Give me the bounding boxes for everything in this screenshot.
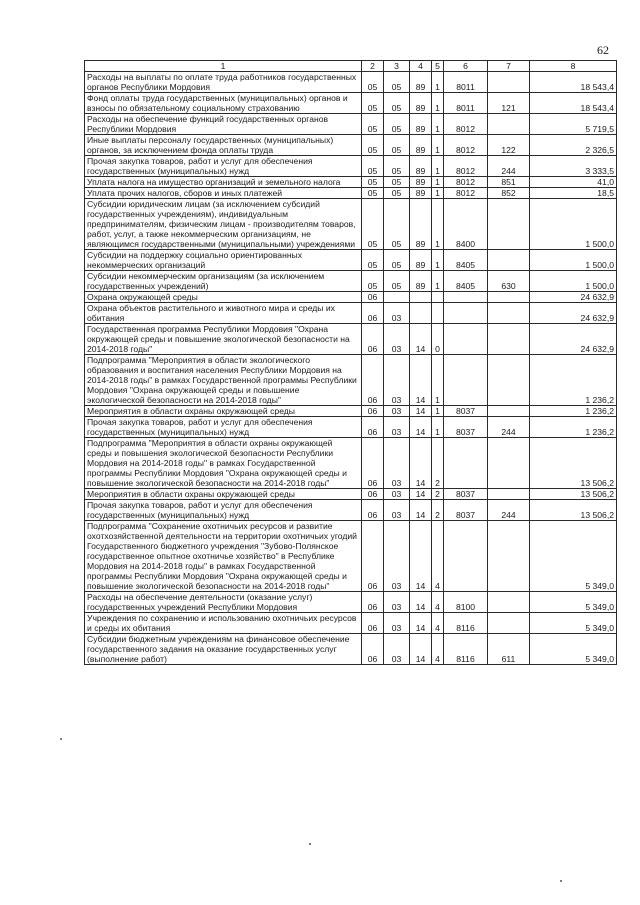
cell-target-code <box>444 292 488 303</box>
cell-amount: 1 236,2 <box>530 406 617 417</box>
cell-subprogram: 4 <box>432 613 444 634</box>
cell-subsection: 05 <box>384 177 410 188</box>
cell-name: Расходы на обеспечение функций государственных органов Республики Мордовия <box>85 114 362 135</box>
cell-amount: 1 236,2 <box>530 417 617 438</box>
cell-target-code: 8037 <box>444 417 488 438</box>
cell-subprogram: 4 <box>432 592 444 613</box>
cell-subsection: 05 <box>384 188 410 199</box>
cell-section: 06 <box>362 303 384 324</box>
cell-expense-type <box>488 521 530 592</box>
cell-expense-type: 852 <box>488 188 530 199</box>
table-row <box>85 406 617 417</box>
cell-program: 89 <box>410 156 432 177</box>
cell-amount: 1 236,2 <box>530 355 617 406</box>
cell-subsection: 05 <box>384 199 410 250</box>
cell-name: Подпрограмма "Мероприятия в области экологического образования и воспитания населения Республики Мордовия на 2014-2018 годы" в рамках Государственной программы Республики Мордовия "Охрана окружающей среды и повышение экологической безопасности на 2014-2018 годы" <box>85 355 362 406</box>
cell-name: Прочая закупка товаров, работ и услуг для обеспечения государственных (муниципальных) нужд <box>85 156 362 177</box>
cell-name: Охрана объектов растительного и животного мира и среды их обитания <box>85 303 362 324</box>
cell-name: Прочая закупка товаров, работ и услуг для обеспечения государственных (муниципальных) нужд <box>85 417 362 438</box>
cell-target-code <box>444 521 488 592</box>
cell-name: Субсидии на поддержку социально ориентированных некоммерческих организаций <box>85 250 362 271</box>
cell-target-code: 8012 <box>444 177 488 188</box>
cell-subprogram <box>432 292 444 303</box>
cell-section: 06 <box>362 634 384 665</box>
cell-program: 14 <box>410 521 432 592</box>
table-row <box>85 592 617 613</box>
cell-subsection: 05 <box>384 156 410 177</box>
table-row <box>85 438 617 489</box>
cell-amount: 5 349,0 <box>530 613 617 634</box>
cell-expense-type: 611 <box>488 634 530 665</box>
cell-name: Мероприятия в области охраны окружающей среды <box>85 406 362 417</box>
cell-program: 14 <box>410 500 432 521</box>
cell-section: 05 <box>362 114 384 135</box>
cell-name: Расходы на выплаты по оплате труда работников государственных органов Республики Мордовия <box>85 72 362 93</box>
cell-program: 89 <box>410 72 432 93</box>
cell-subsection: 03 <box>384 406 410 417</box>
cell-expense-type: 630 <box>488 271 530 292</box>
cell-expense-type: 121 <box>488 93 530 114</box>
cell-name: Уплата налога на имущество организаций и земельного налога <box>85 177 362 188</box>
cell-name: Иные выплаты персоналу государственных (муниципальных) органов, за исключением фонда оплаты труда <box>85 135 362 156</box>
cell-section: 06 <box>362 613 384 634</box>
cell-section: 05 <box>362 135 384 156</box>
table-row <box>85 250 617 271</box>
cell-subsection: 03 <box>384 500 410 521</box>
table-row <box>85 324 617 355</box>
cell-subsection: 03 <box>384 303 410 324</box>
cell-amount: 18 543,4 <box>530 93 617 114</box>
cell-program: 89 <box>410 114 432 135</box>
cell-expense-type <box>488 406 530 417</box>
cell-expense-type <box>488 292 530 303</box>
cell-section: 05 <box>362 156 384 177</box>
cell-name: Прочая закупка товаров, работ и услуг для обеспечения государственных (муниципальных) нужд <box>85 500 362 521</box>
cell-section: 06 <box>362 417 384 438</box>
cell-subsection: 03 <box>384 613 410 634</box>
cell-expense-type <box>488 250 530 271</box>
cell-amount: 5 349,0 <box>530 634 617 665</box>
cell-section: 06 <box>362 355 384 406</box>
cell-subprogram: 1 <box>432 250 444 271</box>
cell-subsection: 03 <box>384 634 410 665</box>
cell-expense-type <box>488 592 530 613</box>
table-row <box>85 500 617 521</box>
column-header: 3 <box>384 61 410 72</box>
cell-amount: 24 632,9 <box>530 303 617 324</box>
table-row <box>85 303 617 324</box>
column-header: 1 <box>85 61 362 72</box>
cell-section: 06 <box>362 500 384 521</box>
cell-section: 05 <box>362 72 384 93</box>
cell-target-code: 8405 <box>444 250 488 271</box>
cell-name: Подпрограмма "Сохранение охотничьих ресурсов и развитие охотхозяйственной деятельности на территории охотничьих угодий Государственного бюджетного учреждения "Зубово-Полянское государственное опытное охотничье хозяйство" в Республике Мордовия на 2014-2018 годы" в рамках Государственной программы Республики Мордовия "Охрана окружающей среды и повышение экологической безопасности на 2014-2018 годы" <box>85 521 362 592</box>
table-row <box>85 156 617 177</box>
table-row <box>85 417 617 438</box>
cell-program: 14 <box>410 613 432 634</box>
cell-subprogram: 4 <box>432 521 444 592</box>
cell-program: 14 <box>410 634 432 665</box>
cell-amount: 5 349,0 <box>530 521 617 592</box>
cell-amount: 2 326,5 <box>530 135 617 156</box>
scan-speck <box>560 880 562 882</box>
cell-subsection: 03 <box>384 489 410 500</box>
cell-program: 14 <box>410 324 432 355</box>
cell-name: Учреждения по сохранению и использованию охотничьих ресурсов и среды их обитания <box>85 613 362 634</box>
cell-program: 89 <box>410 199 432 250</box>
cell-subprogram: 2 <box>432 489 444 500</box>
cell-amount: 1 500,0 <box>530 199 617 250</box>
cell-name: Мероприятия в области охраны окружающей среды <box>85 489 362 500</box>
cell-target-code: 8011 <box>444 93 488 114</box>
cell-program: 89 <box>410 135 432 156</box>
cell-section: 05 <box>362 93 384 114</box>
table-row <box>85 355 617 406</box>
cell-program: 14 <box>410 417 432 438</box>
column-header: 6 <box>444 61 488 72</box>
cell-target-code: 8037 <box>444 500 488 521</box>
cell-section: 06 <box>362 521 384 592</box>
cell-target-code: 8012 <box>444 188 488 199</box>
cell-name: Уплата прочих налогов, сборов и иных платежей <box>85 188 362 199</box>
cell-subprogram: 1 <box>432 135 444 156</box>
table-row <box>85 613 617 634</box>
cell-program: 89 <box>410 93 432 114</box>
cell-section: 06 <box>362 592 384 613</box>
table-header-row <box>85 61 617 72</box>
cell-expense-type <box>488 199 530 250</box>
cell-amount: 18,5 <box>530 188 617 199</box>
cell-expense-type <box>488 72 530 93</box>
cell-amount: 13 506,2 <box>530 489 617 500</box>
cell-amount: 5 719,5 <box>530 114 617 135</box>
cell-subprogram: 1 <box>432 271 444 292</box>
column-header: 5 <box>432 61 444 72</box>
table-row <box>85 489 617 500</box>
cell-amount: 41,0 <box>530 177 617 188</box>
cell-expense-type <box>488 355 530 406</box>
table-row <box>85 72 617 93</box>
cell-amount: 13 506,2 <box>530 500 617 521</box>
cell-target-code: 8116 <box>444 613 488 634</box>
table-row <box>85 634 617 665</box>
cell-program: 89 <box>410 271 432 292</box>
table-row <box>85 199 617 250</box>
cell-expense-type <box>488 489 530 500</box>
cell-subsection: 05 <box>384 72 410 93</box>
cell-subsection: 05 <box>384 135 410 156</box>
cell-target-code: 8012 <box>444 114 488 135</box>
cell-expense-type <box>488 613 530 634</box>
cell-target-code: 8037 <box>444 489 488 500</box>
column-header: 8 <box>530 61 617 72</box>
cell-subsection: 03 <box>384 355 410 406</box>
cell-name: Субсидии бюджетным учреждениям на финансовое обеспечение государственного задания на оказание государственных услуг (выполнение работ) <box>85 634 362 665</box>
cell-subsection: 05 <box>384 93 410 114</box>
cell-section: 06 <box>362 489 384 500</box>
cell-amount: 24 632,9 <box>530 324 617 355</box>
cell-name: Субсидии некоммерческим организациям (за исключением государственных учреждений) <box>85 271 362 292</box>
cell-amount: 1 500,0 <box>530 250 617 271</box>
budget-table <box>84 60 617 665</box>
cell-target-code: 8012 <box>444 135 488 156</box>
table-row <box>85 114 617 135</box>
cell-subprogram: 1 <box>432 355 444 406</box>
cell-amount: 3 333,5 <box>530 156 617 177</box>
cell-subprogram: 1 <box>432 177 444 188</box>
scan-speck <box>309 843 311 845</box>
cell-target-code: 8012 <box>444 156 488 177</box>
column-header: 4 <box>410 61 432 72</box>
cell-name: Расходы на обеспечение деятельности (оказание услуг) государственных учреждений Республики Мордовия <box>85 592 362 613</box>
cell-target-code: 8400 <box>444 199 488 250</box>
cell-subprogram: 1 <box>432 156 444 177</box>
cell-amount: 1 500,0 <box>530 271 617 292</box>
cell-section: 05 <box>362 271 384 292</box>
cell-name: Фонд оплаты труда государственных (муниципальных) органов и взносы по обязательному социальному страхованию <box>85 93 362 114</box>
cell-expense-type: 122 <box>488 135 530 156</box>
cell-subprogram: 0 <box>432 324 444 355</box>
cell-section: 05 <box>362 199 384 250</box>
cell-subsection: 03 <box>384 417 410 438</box>
cell-subprogram: 2 <box>432 438 444 489</box>
cell-expense-type <box>488 438 530 489</box>
cell-amount: 13 506,2 <box>530 438 617 489</box>
cell-target-code: 8011 <box>444 72 488 93</box>
cell-expense-type <box>488 114 530 135</box>
table-row <box>85 271 617 292</box>
table-row <box>85 93 617 114</box>
cell-section: 06 <box>362 438 384 489</box>
table-row <box>85 292 617 303</box>
cell-subprogram: 1 <box>432 93 444 114</box>
cell-program <box>410 292 432 303</box>
cell-name: Подпрограмма "Мероприятия в области охраны окружающей среды и повышения экологической безопасности Республики Мордовия на 2014-2018 годы" в рамках Государственной программы Республики Мордовия "Охрана окружающей среды и повышение экологической безопасности на 2014-2018 годы" <box>85 438 362 489</box>
cell-target-code: 8405 <box>444 271 488 292</box>
cell-section: 06 <box>362 292 384 303</box>
cell-subprogram: 1 <box>432 417 444 438</box>
cell-name: Охрана окружающей среды <box>85 292 362 303</box>
cell-subprogram: 1 <box>432 188 444 199</box>
cell-subsection: 03 <box>384 521 410 592</box>
cell-subsection: 05 <box>384 250 410 271</box>
column-header: 2 <box>362 61 384 72</box>
cell-expense-type: 244 <box>488 417 530 438</box>
cell-name: Субсидии юридическим лицам (за исключением субсидий государственных учреждениям), индивидуальным предпринимателям, физическим лицам - производителям товаров, работ, услуг, а также некоммерческим организациям, не являющимся государственными (муниципальными) учреждениями <box>85 199 362 250</box>
cell-amount: 18 543,4 <box>530 72 617 93</box>
cell-program: 89 <box>410 250 432 271</box>
cell-subprogram: 1 <box>432 406 444 417</box>
cell-section: 06 <box>362 406 384 417</box>
table-row <box>85 188 617 199</box>
cell-program: 14 <box>410 592 432 613</box>
cell-section: 05 <box>362 188 384 199</box>
cell-section: 06 <box>362 324 384 355</box>
page-number: 62 <box>597 43 609 57</box>
cell-expense-type: 851 <box>488 177 530 188</box>
cell-expense-type <box>488 303 530 324</box>
cell-subprogram: 1 <box>432 114 444 135</box>
column-header: 7 <box>488 61 530 72</box>
cell-program <box>410 303 432 324</box>
cell-target-code <box>444 355 488 406</box>
cell-subsection: 03 <box>384 438 410 489</box>
cell-target-code: 8037 <box>444 406 488 417</box>
cell-target-code: 8100 <box>444 592 488 613</box>
cell-subsection <box>384 292 410 303</box>
table-row <box>85 521 617 592</box>
cell-subprogram: 2 <box>432 500 444 521</box>
cell-amount: 5 349,0 <box>530 592 617 613</box>
cell-amount: 24 632,9 <box>530 292 617 303</box>
cell-program: 14 <box>410 438 432 489</box>
cell-section: 05 <box>362 177 384 188</box>
cell-target-code <box>444 438 488 489</box>
cell-target-code: 8116 <box>444 634 488 665</box>
cell-subprogram: 1 <box>432 199 444 250</box>
scan-speck <box>60 738 62 740</box>
cell-program: 89 <box>410 177 432 188</box>
table-row <box>85 177 617 188</box>
cell-target-code <box>444 303 488 324</box>
cell-target-code <box>444 324 488 355</box>
cell-subprogram: 1 <box>432 72 444 93</box>
cell-subsection: 05 <box>384 114 410 135</box>
table-row <box>85 135 617 156</box>
cell-name: Государственная программа Республики Мордовия "Охрана окружающей среды и повышение экологической безопасности на 2014-2018 годы" <box>85 324 362 355</box>
cell-section: 05 <box>362 250 384 271</box>
cell-program: 14 <box>410 355 432 406</box>
cell-subsection: 05 <box>384 271 410 292</box>
cell-expense-type <box>488 324 530 355</box>
cell-subsection: 03 <box>384 592 410 613</box>
cell-program: 89 <box>410 188 432 199</box>
cell-expense-type: 244 <box>488 156 530 177</box>
cell-subprogram: 4 <box>432 634 444 665</box>
cell-expense-type: 244 <box>488 500 530 521</box>
cell-program: 14 <box>410 406 432 417</box>
cell-subsection: 03 <box>384 324 410 355</box>
cell-program: 14 <box>410 489 432 500</box>
cell-subprogram <box>432 303 444 324</box>
